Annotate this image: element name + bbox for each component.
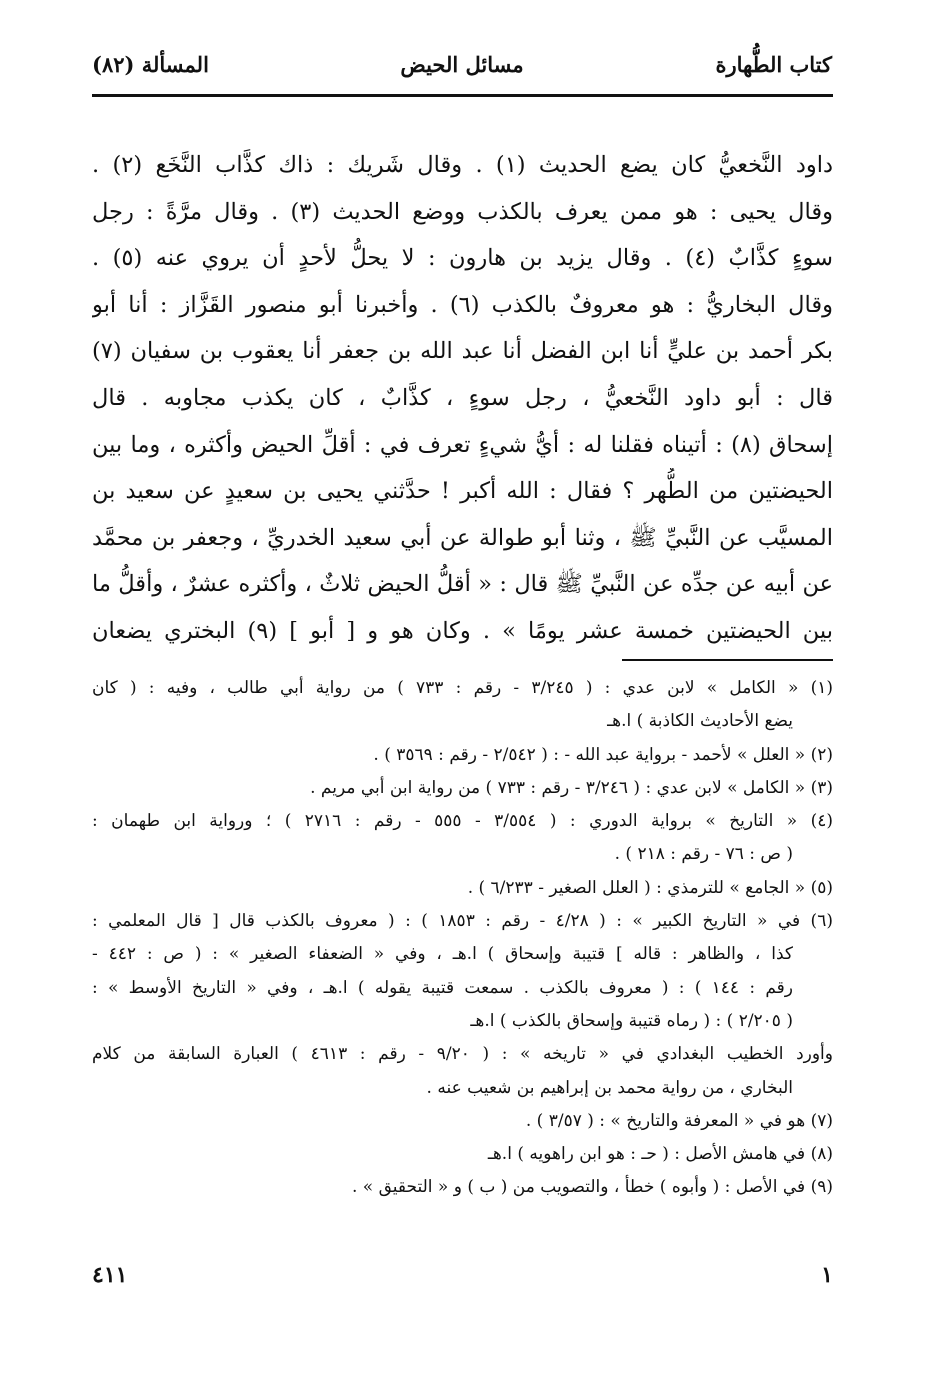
footnote-line: (٦) في « التاريخ الكبير » : ( ٤/٢٨ - رقم : ١٨٥٣ ) : ( معروف بالكذب قال [ قال المعلمي : <box>92 911 833 932</box>
footnote-line: (٢) « العلل » لأحمد - برواية عبد الله - : ( ٢/٥٤٢ - رقم : ٣٥٦٩ ) . <box>373 744 833 765</box>
footnote-line: (٣) « الكامل » لابن عدي : ( ٣/٢٤٦ - رقم : ٧٣٣ ) من رواية ابن أبي مريم . <box>310 777 833 798</box>
footnote-line: ( ص : ٧٦ - رقم : ٢١٨ ) . <box>614 844 793 865</box>
body-line: الحيضتين من الطُّهر ؟ فقال : الله أكبر ! حدَّثني يحيى بن سعيدٍ عن سعيد بن <box>92 478 833 505</box>
body-line: بكر أحمد بن عليٍّ أنا ابن الفضل أنا عبد الله بن جعفر أنا يعقوب بن سفيان (٧) <box>92 338 833 365</box>
footnote-line: كذا ، والظاهر : قاله ] قتيبة وإسحاق ) ا.هـ ، وفي « الضعفاء الصغير » : ( ص : ٤٤٢ - <box>92 944 793 965</box>
page-footer <box>92 1262 833 1296</box>
footnotes <box>92 672 833 1205</box>
body-line: وقال البخاريُّ : هو معروفٌ بالكذب (٦) . وأخبرنا أبو منصور القَزَّاز : أنا أبو <box>92 291 833 318</box>
page-number: ٤١١ <box>92 1262 128 1288</box>
footnote-line: (٥) « الجامع » للترمذي : ( العلل الصغير - ٦/٢٣٣ ) . <box>467 877 833 898</box>
footnote-line: رقم : ١٤٤ ) : ( معروف بالكذب . سمعت قتيبة يقوله ) ا.هـ ، وفي « التاريخ الأوسط » : <box>92 977 793 998</box>
footnote-separator <box>622 659 833 661</box>
body-line: المسيَّب عن النَّبيِّ ﷺ ، وثنا أبو طوالة عن أبي سعيد الخدريِّ ، وجعفر بن محمَّد <box>92 524 833 551</box>
footnote-line: يضع الأحاديث الكاذبة ) ا.هـ <box>607 711 793 732</box>
body-line: إسحاق (٨) : أتيناه فقلنا له : أيُّ شيءٍ تعرف في : أقلِّ الحيض وأكثره ، وما بين <box>92 431 833 458</box>
body-line: داود النَّخعيُّ كان يضع الحديث (١) . وقال شَريك : ذاك كذَّاب النَّخَع (٢) . <box>92 152 833 178</box>
header-rule <box>92 94 833 97</box>
footnote-line: وأورد الخطيب البغدادي في « تاريخه » : ( ٩/٢٠ - رقم : ٤٦١٣ ) العبارة السابقة من كلام <box>92 1044 833 1065</box>
footnote-line: ( ٢/٢٠٥ ) : ( رماه قتيبة وإسحاق بالكذب ) ا.هـ <box>470 1010 793 1031</box>
body-line: سوءٍ كذَّابٌ (٤) . وقال يزيد بن هارون : لا يحلُّ لأحدٍ أن يروي عنه (٥) . <box>92 245 833 272</box>
body-line: وقال يحيى : هو ممن يعرف بالكذب ووضع الحديث (٣) . وقال مرَّةً : رجل <box>92 198 833 225</box>
chapter-title: مسائل الحيض <box>400 52 524 77</box>
footnote-line: البخاري ، من رواية محمد بن إبراهيم بن شعيب عنه . <box>426 1077 793 1098</box>
footnote-line: (٩) في الأصل : ( وأبوه ) خطأ ، والتصويب من ( ب ) و « التحقيق » . <box>351 1177 833 1198</box>
body-line: قال : أبو داود النَّخعيُّ ، رجل سوءٍ ، كذَّابٌ ، كان يكذب مجاوبه . قال <box>92 384 833 411</box>
footnote-line: (٤) « التاريخ » برواية الدوري : ( ٣/٥٥٤ - ٥٥٥ - رقم : ٢٧١٦ ) ؛ ورواية ابن طهمان : <box>92 811 833 832</box>
footnote-line: (٨) في هامش الأصل : ( حـ : هو ابن راهويه ) ا.هـ <box>487 1144 833 1165</box>
book-title: كتاب الطُّهارة <box>715 52 832 77</box>
body-line: عن أبيه عن جدِّه عن النَّبيِّ ﷺ قال : « أقلُّ الحيض ثلاثٌ ، وأكثره عشرٌ ، وأقلُّ ما <box>92 571 833 598</box>
volume-number: ١ <box>821 1262 833 1288</box>
footnote-line: (١) « الكامل » لابن عدي : ( ٣/٢٤٥ - رقم : ٧٣٣ ) من رواية أبي طالب ، وفيه : ( كان <box>92 678 833 698</box>
body-line: بين الحيضتين خمسة عشر يومًا » . وكان هو و [ أبو ] (٩) البختري يضعان <box>92 617 833 644</box>
running-header <box>92 52 832 82</box>
issue-number: المسألة (٨٢) <box>92 52 209 77</box>
main-text <box>92 142 833 655</box>
footnote-line: (٧) هو في « المعرفة والتاريخ » : ( ٣/٥٧ ) . <box>525 1110 833 1131</box>
